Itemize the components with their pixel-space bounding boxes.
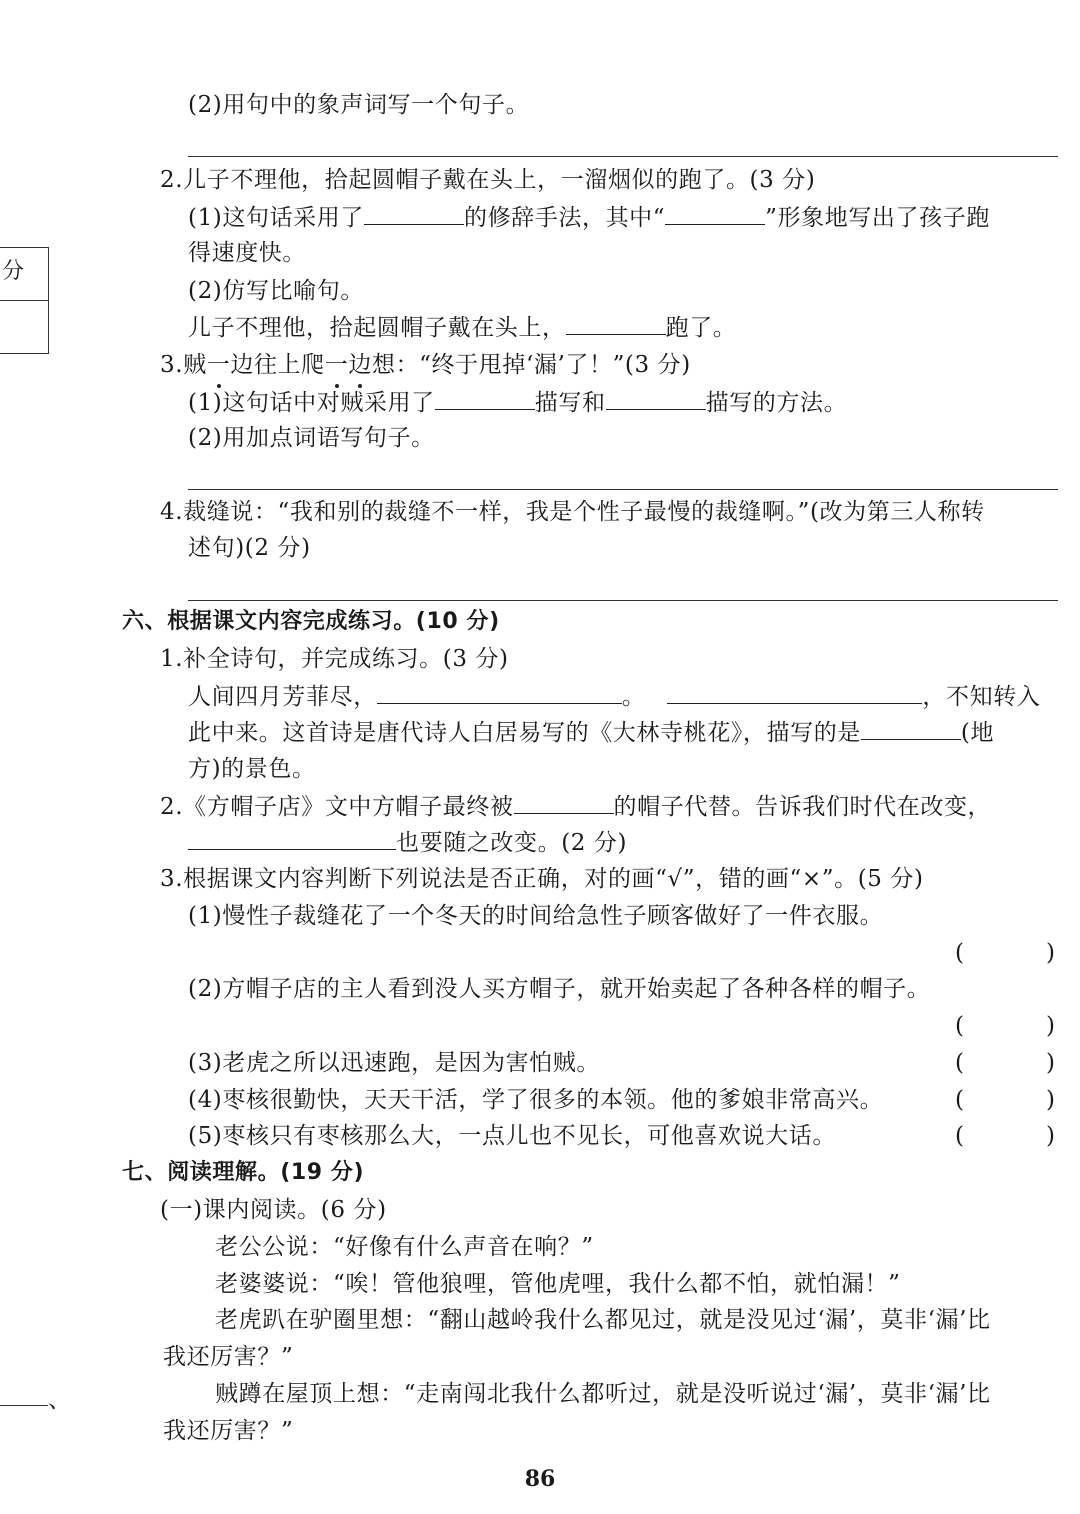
answer-paren[interactable]: ( ) xyxy=(955,1013,1055,1039)
q4-line1: 4.裁缝说：“我和别的裁缝不一样，我是个性子最慢的裁缝啊。”(改为第三人称转 xyxy=(160,499,985,525)
answer-paren[interactable]: ( ) xyxy=(955,1050,1055,1076)
answer-paren[interactable]: ( ) xyxy=(955,1123,1055,1149)
reading-para-4-cont: 我还厉害？” xyxy=(163,1418,294,1444)
s6-q1-line1: 人间四月芳菲尽， 。 ，不知转入 xyxy=(188,681,1040,712)
page-number: 86 xyxy=(524,1466,556,1492)
s6-q2-line1: 2.《方帽子店》文中方帽子最终被 的帽子代替。告诉我们时代在改变， xyxy=(160,791,991,822)
fill-blank[interactable] xyxy=(566,312,666,335)
fill-blank[interactable] xyxy=(665,202,765,225)
answer-line[interactable] xyxy=(188,156,1058,157)
q2-sub1: (1)这句话采用了 的修辞手法，其中“ ”形象地写出了孩子跑 xyxy=(188,202,990,233)
q3-sub1: (1)这句话中对贼采用了 描写和 描写的方法。 xyxy=(188,387,847,418)
section7-heading: 七、阅读理解。(19 分) xyxy=(122,1160,365,1185)
score-box-label: 分 xyxy=(2,259,25,284)
s6-q3-stem: 3.根据课文内容判断下列说法是否正确，对的画“√”，错的画“×”。(5 分) xyxy=(160,866,924,892)
reading-para-1: 老公公说：“好像有什么声音在响？” xyxy=(215,1234,594,1260)
q3-stem: 3.贼一边往上爬一边想：“终于甩掉‘漏’了！”(3 分) xyxy=(160,352,691,378)
judge-item-5: (5)枣核只有枣核那么大，一点儿也不见长，可他喜欢说大话。 xyxy=(188,1123,836,1149)
judge-item-2: (2)方帽子店的主人看到没人买方帽子，就开始卖起了各种各样的帽子。 xyxy=(188,976,931,1002)
fill-blank[interactable] xyxy=(514,791,614,814)
s6-q1-stem: 1.补全诗句，并完成练习。(3 分) xyxy=(160,646,509,672)
margin-line xyxy=(0,1405,48,1406)
q2-sub1-cont: 得速度快。 xyxy=(188,240,306,266)
s7-sub1: (一)课内阅读。(6 分) xyxy=(160,1197,387,1223)
answer-paren[interactable]: ( ) xyxy=(955,1087,1055,1113)
q2-sub2-line: 儿子不理他，拾起圆帽子戴在头上， 跑了。 xyxy=(188,312,736,343)
score-box-divider xyxy=(0,300,48,301)
fill-blank[interactable] xyxy=(861,717,961,740)
reading-para-4: 贼蹲在屋顶上想：“走南闯北我什么都听过，就是没听说过‘漏’，莫非‘漏’比 xyxy=(215,1381,991,1407)
reading-para-3-cont: 我还厉害？” xyxy=(163,1344,294,1370)
fill-blank[interactable] xyxy=(188,827,396,850)
reading-para-2: 老婆婆说：“唉！管他狼哩，管他虎哩，我什么都不怕，就怕漏！” xyxy=(215,1271,901,1297)
margin-mark: 、 xyxy=(48,1387,72,1413)
s6-q1-line3: 方)的景色。 xyxy=(188,756,316,782)
answer-line[interactable] xyxy=(188,489,1058,490)
judge-item-3: (3)老虎之所以迅速跑，是因为害怕贼。 xyxy=(188,1050,600,1076)
fill-blank[interactable] xyxy=(435,387,535,410)
q4-line2: 述句)(2 分) xyxy=(188,535,311,561)
answer-paren[interactable]: ( ) xyxy=(955,940,1055,966)
emphasis-dot-char: 一 xyxy=(324,352,349,378)
reading-para-3: 老虎趴在驴圈里想：“翻山越岭我什么都见过，就是没见过‘漏’，莫非‘漏’比 xyxy=(215,1307,991,1333)
fill-blank[interactable] xyxy=(667,681,922,704)
q2-stem: 2.儿子不理他，拾起圆帽子戴在头上，一溜烟似的跑了。(3 分) xyxy=(160,167,816,193)
fill-blank[interactable] xyxy=(364,202,464,225)
answer-line[interactable] xyxy=(188,600,1058,601)
s6-q2-line2: 也要随之改变。(2 分) xyxy=(188,827,627,858)
judge-item-4: (4)枣核很勤快，天天干活，学了很多的本领。他的爹娘非常高兴。 xyxy=(188,1087,884,1113)
q3-sub2: (2)用加点词语写句子。 xyxy=(188,425,435,451)
judge-item-1: (1)慢性子裁缝花了一个冬天的时间给急性子顾客做好了一件衣服。 xyxy=(188,903,884,929)
q2-sub2: (2)仿写比喻句。 xyxy=(188,278,364,304)
emphasis-dot-char: 一 xyxy=(206,352,231,378)
fill-blank[interactable] xyxy=(606,387,706,410)
fill-blank[interactable] xyxy=(377,681,622,704)
section6-heading: 六、根据课文内容完成练习。(10 分) xyxy=(122,609,500,634)
s6-q1-line2: 此中来。这首诗是唐代诗人白居易写的《大林寺桃花》，描写的是 (地 xyxy=(188,717,994,748)
emphasis-dot-char: 边 xyxy=(348,352,372,378)
q1-sub2: (2)用句中的象声词写一个句子。 xyxy=(188,92,530,118)
score-box xyxy=(0,247,49,354)
